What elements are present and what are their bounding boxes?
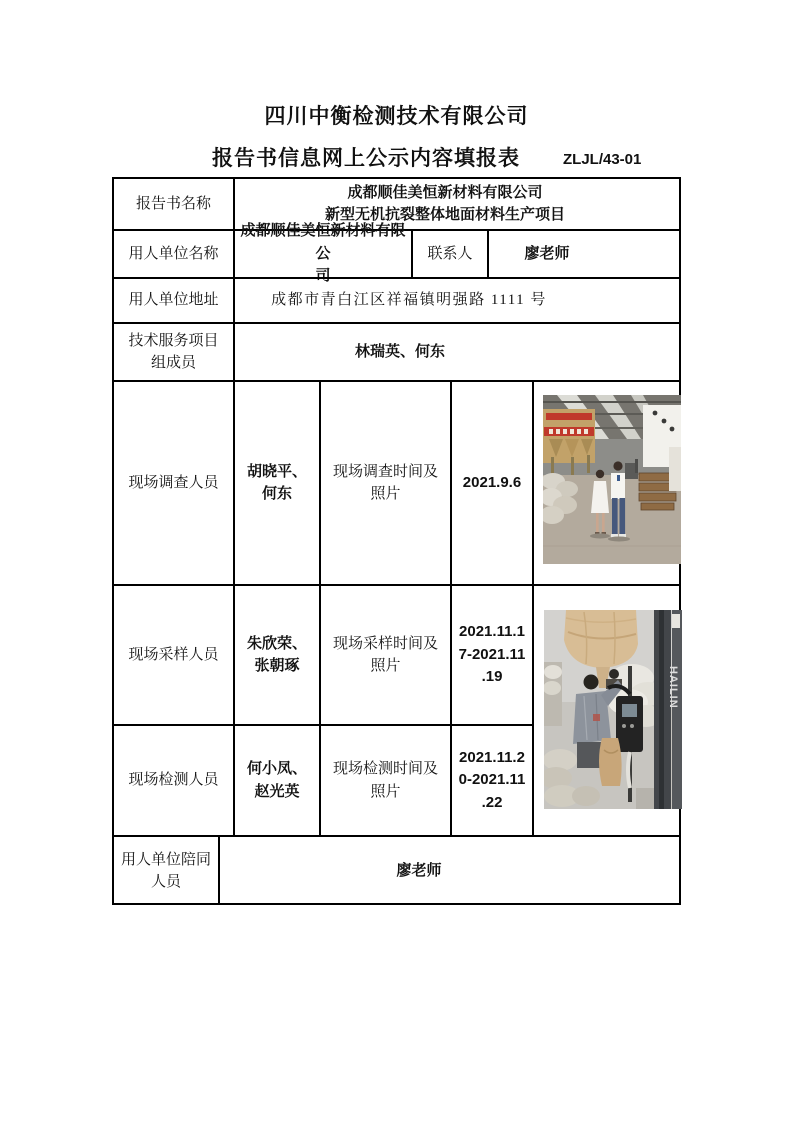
report-name-value: 成都顺佳美恒新材料有限公司 新型无机抗裂整体地面材料生产项目 <box>233 177 681 229</box>
sampling-people: 朱欣荣、 张朝琢 <box>233 584 319 724</box>
employer-name-label: 用人单位名称 <box>112 229 233 277</box>
contact-label: 联系人 <box>411 229 487 277</box>
sampling-time-label: 现场采样时间及 照片 <box>319 584 450 724</box>
contact-value: 廖老师 <box>487 229 681 277</box>
sampling-label: 现场采样人员 <box>112 584 233 724</box>
testing-label: 现场检测人员 <box>112 724 233 835</box>
testing-people: 何小凤、 赵光英 <box>233 724 319 835</box>
page-subtitle: 报告书信息网上公示内容填报表 <box>212 147 520 170</box>
page-title: 四川中衡检测技术有限公司 <box>264 105 529 128</box>
report-name-label: 报告书名称 <box>112 177 233 229</box>
testing-time-value: 2021.11.2 0-2021.11 .22 <box>450 724 532 835</box>
doc-code: ZLJL/43-01 <box>563 151 642 168</box>
forklift-brand-text: HAILIN <box>667 666 679 709</box>
survey-people: 胡晓平、 何东 <box>233 380 319 584</box>
escort-value: 廖老师 <box>218 835 681 905</box>
survey-label: 现场调查人员 <box>112 380 233 584</box>
survey-time-label: 现场调查时间及 照片 <box>319 380 450 584</box>
employer-address-label: 用人单位地址 <box>112 277 233 322</box>
sampling-time-value: 2021.11.1 7-2021.11 .19 <box>450 584 532 724</box>
employer-name-value: 成都顺佳美恒新材料有限公 司 <box>233 229 411 277</box>
escort-label: 用人单位陪同 人员 <box>112 835 218 905</box>
team-value: 林瑞英、何东 <box>233 322 681 380</box>
sampling-testing-photo-cell <box>532 584 681 835</box>
sampling-testing-photo <box>544 610 682 809</box>
team-label: 技术服务项目 组成员 <box>112 322 233 380</box>
employer-address-value: 成都市青白江区祥福镇明强路 1111 号 <box>233 277 681 322</box>
survey-photo <box>543 395 681 564</box>
report-info-table <box>112 177 681 905</box>
survey-time-value: 2021.9.6 <box>450 380 532 584</box>
testing-time-label: 现场检测时间及 照片 <box>319 724 450 835</box>
survey-photo-cell <box>532 380 681 584</box>
